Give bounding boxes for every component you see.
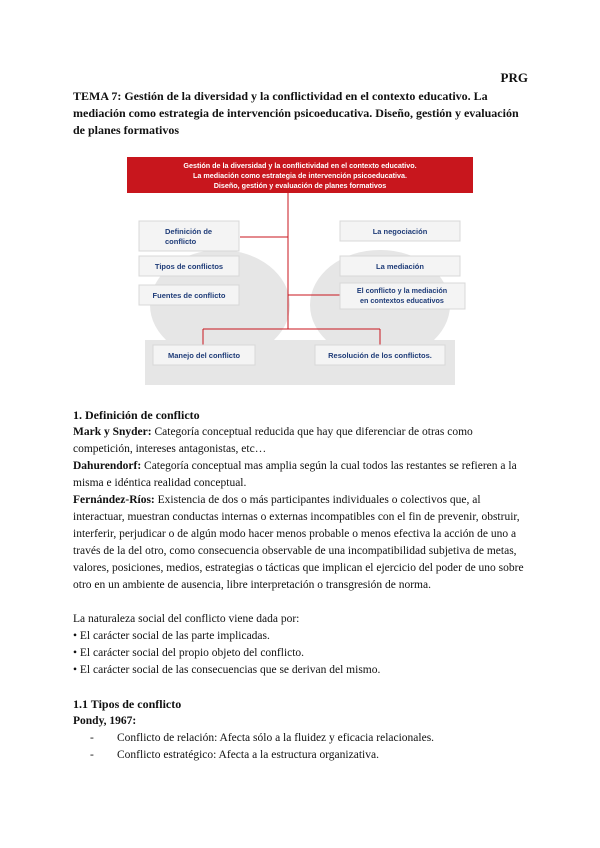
bottom-box-1	[153, 345, 255, 365]
concept-diagram	[125, 155, 475, 390]
document-body	[73, 407, 533, 764]
section-1-1-heading: 1.1 Tipos de conflicto	[73, 697, 182, 711]
author-heading	[73, 713, 533, 730]
social-nature-intro: La naturaleza social del conflicto viene dada por:	[73, 613, 300, 625]
bottom-box-1-label: Manejo del conflicto	[167, 351, 241, 360]
left-box-2-label: Tipos de conflictos	[154, 262, 224, 271]
list-item: - Conflicto estratégico: Afecta a la estructura organizativa.	[73, 747, 533, 764]
author-name: Fernández-Ríos:	[73, 494, 155, 506]
definition-text: Categoría conceptual mas amplia según la cual todos las restantes se refieren a la misma e idéntica realidad conceptual.	[73, 460, 517, 489]
left-box-1-line-2: conflicto	[165, 237, 197, 246]
left-box-2	[139, 256, 239, 276]
author-name: Dahurendorf:	[73, 460, 142, 472]
bottom-box-2-label: Resolución de los conflictos.	[328, 351, 432, 360]
left-box-3-label: Fuentes de conflicto	[152, 291, 226, 300]
author-name: Mark y Snyder:	[73, 426, 152, 438]
list-item: - Conflicto de relación: Afecta sólo a la fluidez y eficacia relacionales.	[73, 730, 533, 747]
left-box-3	[139, 285, 239, 305]
definition-text: Existencia de dos o más participantes individuales o colectivos que, al interactuar, muestran conductas internas o externas incompatibles con el fin de prevenir, obstruir, interferir, perjudicar o de algún modo hacer menos probable o menos efectiva la acción de uno a través de la del otro, como consecuencia observable de una incompatibilidad subjetiva de metas, valores, posiciones, medios, estrategias o tácticas que implican el ejercicio del poder de uno sobre otro en un ambiente de ausencia, libre interpretación o transgresión de norma.	[73, 494, 524, 591]
definition-entry	[73, 424, 533, 458]
definition-text: Categoría conceptual reducida que hay que diferenciar de otras como competición, intereses antagonistas, etc…	[73, 426, 473, 455]
right-box-1	[340, 221, 460, 241]
section-1-heading: 1. Definición de conflicto	[73, 408, 200, 422]
banner-line-2: La mediación como estrategia de intervención psicoeducativa.	[192, 171, 408, 180]
right-box-1-label: La negociación	[372, 227, 428, 236]
left-box-1-line-1: Definición de	[165, 227, 213, 236]
right-box-3-line-1: El conflicto y la mediación	[356, 286, 448, 295]
author-name: Pondy, 1967:	[73, 715, 137, 727]
right-box-2	[340, 256, 460, 276]
bottom-box-2	[315, 345, 445, 365]
page-title: TEMA 7: Gestión de la diversidad y la conflictividad en el contexto educativo. La mediación como estrategia de intervención psicoeducativa. Diseño, gestión y evaluación de planes formativos	[73, 89, 519, 137]
banner-line-1: Gestión de la diversidad y la conflictividad en el contexto educativo.	[183, 161, 417, 170]
conflict-types-list	[73, 730, 533, 764]
bullet-item: • El carácter social de las parte implicadas.	[73, 630, 270, 642]
left-box-1	[139, 221, 239, 251]
right-box-2-label: La mediación	[376, 262, 424, 271]
right-box-3-line-2: en contextos educativos	[360, 296, 444, 305]
definition-entry	[73, 492, 533, 594]
definition-entry	[73, 458, 533, 492]
banner-line-3: Diseño, gestión y evaluación de planes formativos	[213, 181, 387, 190]
header-initials: PRG	[500, 70, 528, 85]
right-box-3	[340, 283, 465, 309]
bullet-item: • El carácter social del propio objeto del conflicto.	[73, 647, 305, 659]
bullet-item: • El carácter social de las consecuencias que se derivan del mismo.	[73, 664, 381, 676]
